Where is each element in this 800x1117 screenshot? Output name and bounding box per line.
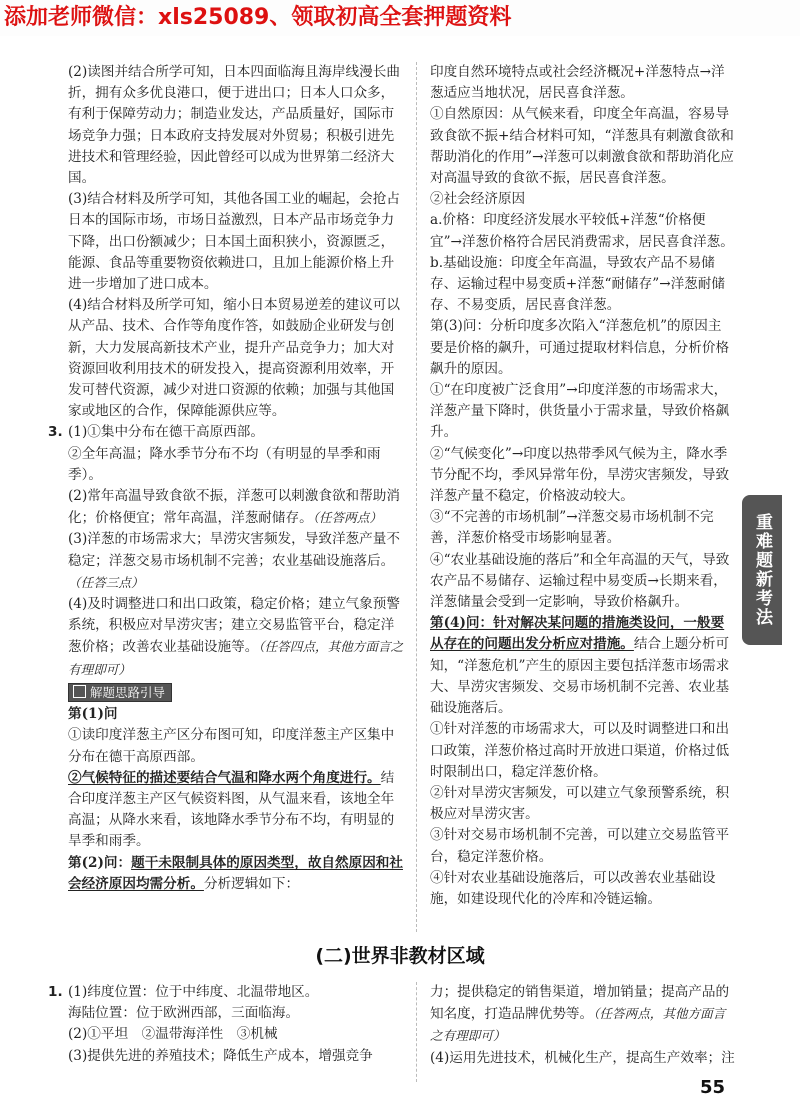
analysis-paragraph: 印度自然环境特点或社会经济概况+洋葱特点→洋葱适应当地状况，居民喜食洋葱。 [430, 64, 725, 102]
analysis-paragraph: 第(4)问：针对解决某问题的措施类设问，一般要从存在的问题出发分析应对措施。结合上题分析可知，“洋葱危机”产生的原因主要包括洋葱市场需求大、旱涝灾害频发、交易市场机制不完善、农业基础设施落后。 [430, 615, 730, 717]
analysis-paragraph: ③针对交易市场机制不完善，可以建立交易监管平台，稳定洋葱价格。 [430, 827, 730, 865]
answer-paragraph: (4)结合材料及所学可知，缩小日本贸易逆差的建议可以从产品、技术、合作等角度作答，如鼓励企业研发与创新，大力发展高新技术产业，提升产品竞争力；加大对资源回收利用技术的研发投入，提高资源利用效率，开发可替代资源，减少对进口资源的依赖；加强与其他国家或地区的合作，保障能源供应等。 [68, 297, 400, 420]
section-title: (二)世界非教材区域 [315, 945, 485, 967]
analysis-paragraph: ②“气候变化”→印度以热带季风气候为主，降水季节分配不均，季风异常年份，旱涝灾害频发，导致洋葱产量不稳定，价格波动较大。 [430, 445, 730, 505]
right-column [430, 62, 735, 910]
analysis-paragraph: ①“在印度被广泛食用”→印度洋葱的市场需求大，洋葱产量下降时，供货量小于需求量，导致价格飙升。 [430, 382, 730, 441]
column-divider [416, 62, 417, 932]
answer-paragraph: (2)读图并结合所学可知，日本四面临海且海岸线漫长曲折，拥有众多优良港口，便于进出口；日本人口众多，有利于保障劳动力；制造业发达，产品质量好，国际市场竞争力强；日本政府支持发展对外贸易；积极引进先进技术和管理经验，因此曾经可以成为世界第二经济大国。 [68, 64, 400, 187]
left-column [48, 62, 404, 895]
question-number: 3. [48, 424, 63, 441]
guide-q1-a: ①读印度洋葱主产区分布图可知，印度洋葱主产区集中分布在德干高原西部。 [68, 727, 395, 765]
analysis-paragraph: ④“农业基础设施的落后”和全年高温的天气，导致农产品不易储存、运输过程中易变质→长期来看，洋葱储量会受到一定影响，导致价格飙升。 [430, 551, 730, 611]
bottom-answer-4: (3)提供先进的养殖技术；降低生产成本，增强竞争 [68, 1047, 373, 1064]
answer-paragraph: (3)结合材料及所学可知，其他各国工业的崛起，会抢占日本的国际市场，市场日益激烈，日本产品市场竞争力下降，出口份额减少；日本国土面积狭小，资源匮乏，能源、食品等重要物资依赖进口，且加上能源价格上升进一步增加了进口成本。 [68, 191, 400, 293]
analysis-paragraph: ②针对旱涝灾害频发，可以建立气象预警系统，积极应对旱涝灾害。 [430, 784, 730, 823]
bottom-answer-1: 1. (1)纬度位置：位于中纬度、北温带地区。 [68, 982, 404, 1003]
analysis-paragraph: ①针对洋葱的市场需求大，可以及时调整进口和出口政策，洋葱价格过高时开放进口渠道，价格过低时限制出口，稳定洋葱价格。 [430, 721, 730, 780]
guide-q2: 第(2)问：题干未限制具体的原因类型，故自然原因和社会经济原因均需分析。分析逻辑如下： [68, 854, 403, 892]
analysis-paragraph: ②社会经济原因 [430, 191, 526, 208]
q3-answer-5: (4)及时调整进口和出口政策，稳定价格；建立气象预警系统，积极应对旱涝灾害；建立交易监管平台，稳定洋葱价格；改善农业基础设施等。（任答四点，其他方面言之有理即可） [68, 596, 404, 677]
watermark-banner: 添加老师微信：xls25089、领取初高全套押题资料 [0, 0, 800, 36]
analysis-paragraph: b.基础设施：印度全年高温，导致农产品不易储存、运输过程中易变质+洋葱“耐储存”→洋葱耐储存、不易变质，居民喜食洋葱。 [430, 254, 725, 314]
column-divider [416, 982, 417, 1082]
guide-q1-b: ②气候特征的描述要结合气温和降水两个角度进行。结合印度洋葱主产区气候资料图，从气温来看，该地全年高温；从降水来看，该地降水季节分布不均，有明显的旱季和雨季。 [68, 769, 395, 850]
question-number: 1. [48, 984, 63, 1000]
guide-q1-heading: 第(1)问 [68, 706, 118, 723]
bottom-left-column [48, 982, 404, 1067]
analysis-paragraph: ①自然原因：从气候来看，印度全年高温，容易导致食欲不振+结合材料可知，“洋葱具有刺激食欲和帮助消化的作用”→洋葱可以刺激食欲和帮助消化应对高温导致的食欲不振，居民喜食洋葱。 [430, 106, 734, 187]
q3-answer-2: ②全年高温；降水季节分布不均（有明显的旱季和雨季）。 [68, 445, 381, 483]
pencil-icon [73, 685, 86, 698]
page-number: 55 [700, 1077, 726, 1098]
guide-tag: 解题思路引导 [68, 683, 172, 702]
bottom-answer-2: 海陆位置：位于欧洲西部，三面临海。 [68, 1005, 300, 1022]
analysis-paragraph: a.价格：印度经济发展水平较低+洋葱“价格便宜”→洋葱价格符合居民消费需求，居民喜食洋葱。 [430, 212, 734, 250]
bottom-right-column [430, 982, 735, 1069]
q3-answer-1: 3. (1)①集中分布在德干高原西部。 [68, 422, 404, 443]
analysis-paragraph: 第(3)问：分析印度多次陷入“洋葱危机”的原因主要是价格的飙升，可通过提取材料信息，分析价格飙升的原因。 [430, 318, 730, 377]
q3-answer-4: (3)洋葱的市场需求大；旱涝灾害频发，导致洋葱产量不稳定；洋葱交易市场机制不完善；农业基础设施落后。（任答三点） [68, 531, 400, 590]
analysis-paragraph: ③“不完善的市场机制”→洋葱交易市场机制不完善，洋葱价格受市场影响显著。 [430, 509, 714, 547]
q3-answer-3: (2)常年高温导致食欲不振，洋葱可以刺激食欲和帮助消化；价格便宜；常年高温，洋葱耐储存。（任答两点） [68, 488, 400, 527]
bottom-answer-5: 力；提供稳定的销售渠道，增加销量；提高产品的知名度，打造品牌优势等。（任答两点，其他方面言之有理即可） [430, 984, 730, 1044]
bottom-answer-6: (4)运用先进技术，机械化生产，提高生产效率；注 [430, 1049, 735, 1066]
analysis-paragraph: ④针对农业基础设施落后，可以改善农业基础设施，如建设现代化的冷库和冷链运输。 [430, 869, 716, 907]
bottom-answer-3: (2)①平坦 ②温带海洋性 ③机械 [68, 1026, 278, 1043]
side-tab: 重难题新考法 [742, 495, 782, 645]
